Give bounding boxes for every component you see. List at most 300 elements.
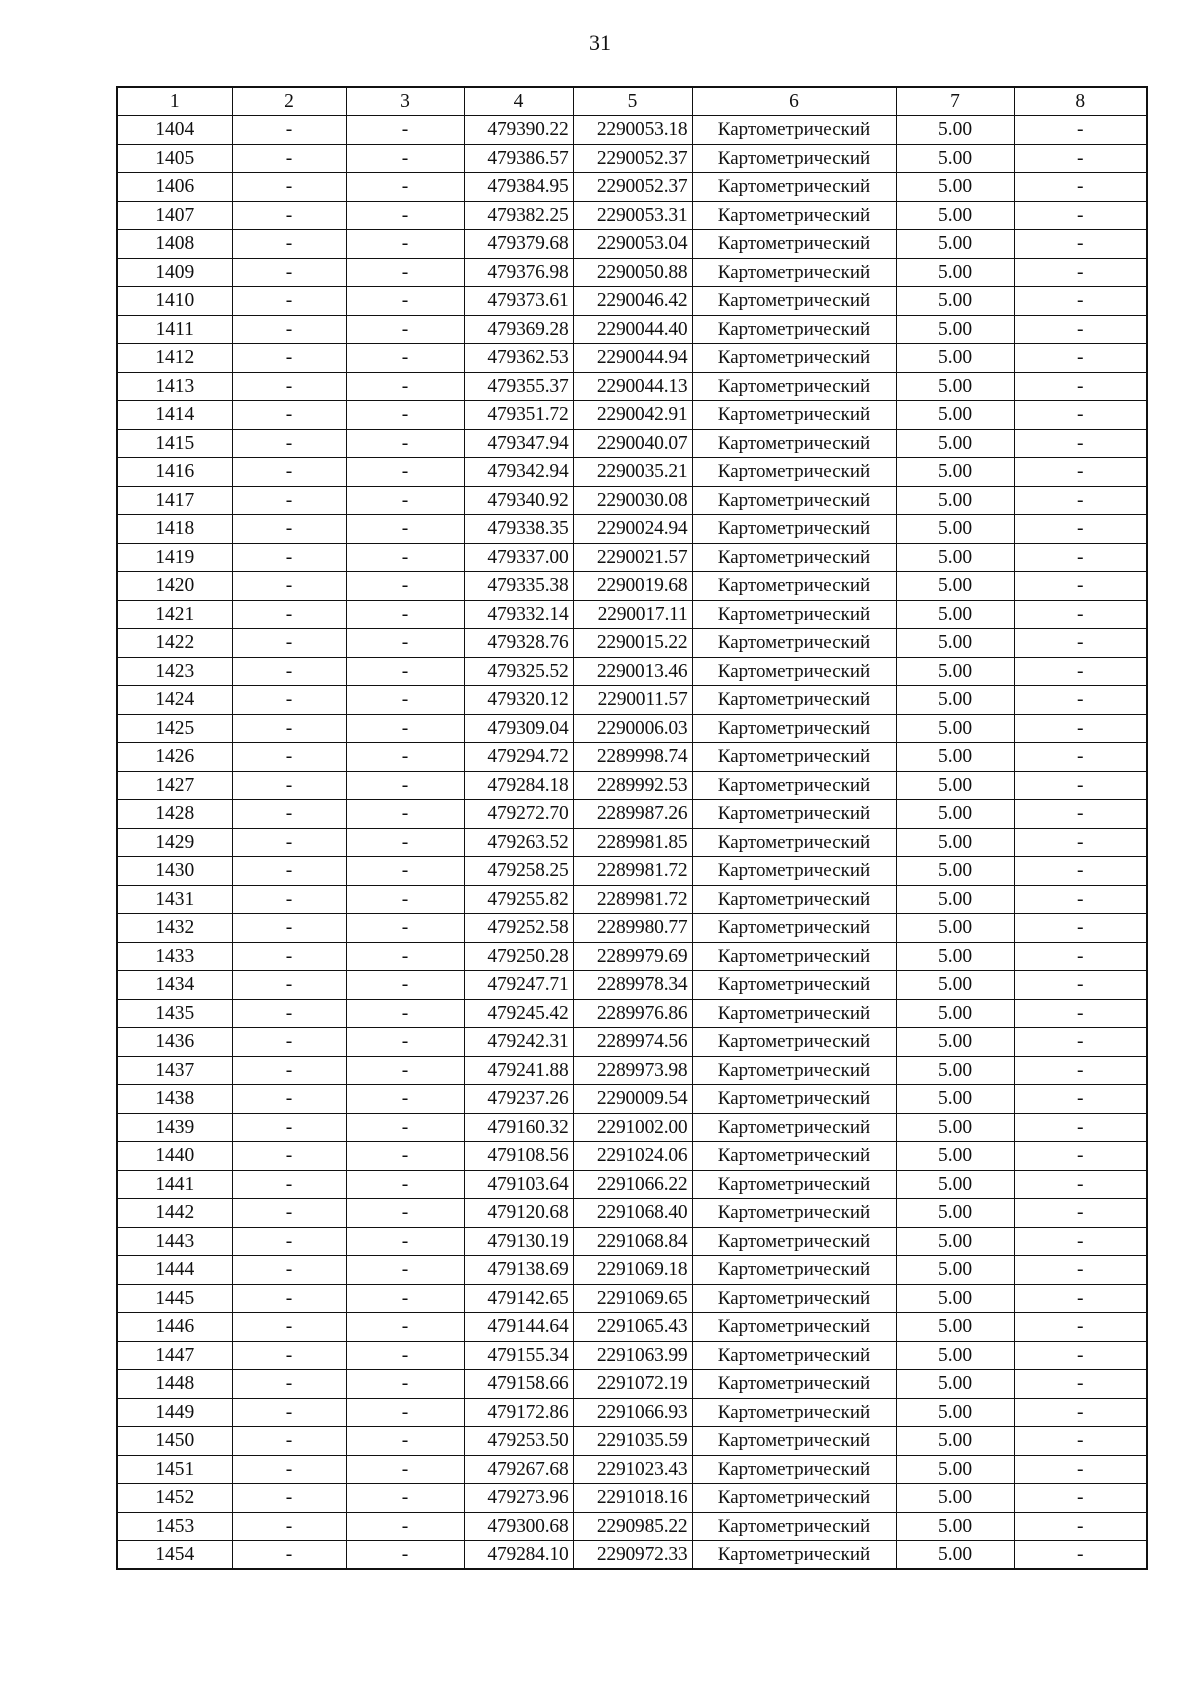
y-coordinate: 2290009.54 [573,1085,692,1114]
method-cell: Картометрический [692,116,896,145]
col-3-cell: - [346,116,464,145]
method-cell: Картометрический [692,429,896,458]
col-3-cell: - [346,914,464,943]
col-8-cell: - [1014,543,1147,572]
method-cell: Картометрический [692,1455,896,1484]
col-8-cell: - [1014,401,1147,430]
col-8-cell: - [1014,914,1147,943]
col-2-cell: - [232,629,346,658]
col-3-cell: - [346,1484,464,1513]
point-number: 1450 [117,1427,232,1456]
col-3-cell: - [346,1398,464,1427]
col-3-cell: - [346,372,464,401]
col-2-cell: - [232,372,346,401]
point-number: 1404 [117,116,232,145]
point-number: 1420 [117,572,232,601]
col-2-cell: - [232,1284,346,1313]
y-coordinate: 2290030.08 [573,486,692,515]
col-8-cell: - [1014,1455,1147,1484]
column-header-2: 2 [232,87,346,116]
col-3-cell: - [346,287,464,316]
col-3-cell: - [346,1341,464,1370]
col-8-cell: - [1014,173,1147,202]
x-coordinate: 479108.56 [464,1142,573,1171]
method-cell: Картометрический [692,486,896,515]
table-row [117,1227,1147,1256]
y-coordinate: 2291068.40 [573,1199,692,1228]
y-coordinate: 2291072.19 [573,1370,692,1399]
y-coordinate: 2289992.53 [573,771,692,800]
point-number: 1415 [117,429,232,458]
accuracy-cell: 5.00 [896,258,1014,287]
x-coordinate: 479382.25 [464,201,573,230]
col-8-cell: - [1014,1113,1147,1142]
x-coordinate: 479267.68 [464,1455,573,1484]
column-header-5: 5 [573,87,692,116]
col-3-cell: - [346,857,464,886]
x-coordinate: 479376.98 [464,258,573,287]
accuracy-cell: 5.00 [896,372,1014,401]
table-row [117,1284,1147,1313]
method-cell: Картометрический [692,999,896,1028]
point-number: 1446 [117,1313,232,1342]
method-cell: Картометрический [692,971,896,1000]
accuracy-cell: 5.00 [896,287,1014,316]
y-coordinate: 2289973.98 [573,1056,692,1085]
col-2-cell: - [232,315,346,344]
x-coordinate: 479272.70 [464,800,573,829]
table-row [117,201,1147,230]
y-coordinate: 2289998.74 [573,743,692,772]
accuracy-cell: 5.00 [896,714,1014,743]
point-number: 1405 [117,144,232,173]
table-row [117,914,1147,943]
col-8-cell: - [1014,1284,1147,1313]
col-8-cell: - [1014,1398,1147,1427]
table-row [117,629,1147,658]
method-cell: Картометрический [692,914,896,943]
accuracy-cell: 5.00 [896,1113,1014,1142]
x-coordinate: 479172.86 [464,1398,573,1427]
point-number: 1452 [117,1484,232,1513]
x-coordinate: 479142.65 [464,1284,573,1313]
accuracy-cell: 5.00 [896,828,1014,857]
col-8-cell: - [1014,800,1147,829]
col-3-cell: - [346,458,464,487]
table-row [117,1398,1147,1427]
col-3-cell: - [346,1113,464,1142]
table-row [117,144,1147,173]
col-8-cell: - [1014,1199,1147,1228]
col-8-cell: - [1014,287,1147,316]
col-3-cell: - [346,1227,464,1256]
x-coordinate: 479386.57 [464,144,573,173]
col-3-cell: - [346,230,464,259]
col-3-cell: - [346,743,464,772]
y-coordinate: 2290972.33 [573,1541,692,1570]
accuracy-cell: 5.00 [896,1170,1014,1199]
method-cell: Картометрический [692,743,896,772]
method-cell: Картометрический [692,1398,896,1427]
table-row [117,572,1147,601]
y-coordinate: 2290011.57 [573,686,692,715]
table-row [117,1056,1147,1085]
y-coordinate: 2291035.59 [573,1427,692,1456]
point-number: 1419 [117,543,232,572]
point-number: 1427 [117,771,232,800]
x-coordinate: 479130.19 [464,1227,573,1256]
x-coordinate: 479273.96 [464,1484,573,1513]
col-8-cell: - [1014,1512,1147,1541]
table-row [117,1028,1147,1057]
method-cell: Картометрический [692,230,896,259]
point-number: 1429 [117,828,232,857]
table-row [117,771,1147,800]
col-2-cell: - [232,1227,346,1256]
y-coordinate: 2291024.06 [573,1142,692,1171]
method-cell: Картометрический [692,1341,896,1370]
accuracy-cell: 5.00 [896,771,1014,800]
col-8-cell: - [1014,857,1147,886]
col-3-cell: - [346,173,464,202]
point-number: 1426 [117,743,232,772]
x-coordinate: 479335.38 [464,572,573,601]
table-header [117,87,1147,116]
method-cell: Картометрический [692,173,896,202]
col-8-cell: - [1014,714,1147,743]
col-3-cell: - [346,1541,464,1570]
col-3-cell: - [346,686,464,715]
table-row [117,315,1147,344]
point-number: 1435 [117,999,232,1028]
col-2-cell: - [232,600,346,629]
point-number: 1408 [117,230,232,259]
method-cell: Картометрический [692,287,896,316]
table-row [117,458,1147,487]
col-2-cell: - [232,914,346,943]
table-row [117,1170,1147,1199]
x-coordinate: 479241.88 [464,1056,573,1085]
col-3-cell: - [346,999,464,1028]
point-number: 1436 [117,1028,232,1057]
col-3-cell: - [346,486,464,515]
point-number: 1439 [117,1113,232,1142]
col-2-cell: - [232,429,346,458]
column-header-3: 3 [346,87,464,116]
col-2-cell: - [232,999,346,1028]
point-number: 1444 [117,1256,232,1285]
col-8-cell: - [1014,743,1147,772]
method-cell: Картометрический [692,1313,896,1342]
table-row [117,1512,1147,1541]
x-coordinate: 479337.00 [464,543,573,572]
point-number: 1433 [117,942,232,971]
y-coordinate: 2290017.11 [573,600,692,629]
accuracy-cell: 5.00 [896,1541,1014,1570]
accuracy-cell: 5.00 [896,1284,1014,1313]
col-8-cell: - [1014,1142,1147,1171]
y-coordinate: 2291065.43 [573,1313,692,1342]
table-row [117,515,1147,544]
col-3-cell: - [346,600,464,629]
y-coordinate: 2289980.77 [573,914,692,943]
col-2-cell: - [232,1199,346,1228]
y-coordinate: 2290006.03 [573,714,692,743]
point-number: 1422 [117,629,232,658]
accuracy-cell: 5.00 [896,914,1014,943]
method-cell: Картометрический [692,258,896,287]
col-2-cell: - [232,1170,346,1199]
method-cell: Картометрический [692,657,896,686]
table-row [117,714,1147,743]
method-cell: Картометрический [692,1427,896,1456]
col-2-cell: - [232,800,346,829]
col-8-cell: - [1014,1170,1147,1199]
col-8-cell: - [1014,315,1147,344]
col-8-cell: - [1014,1427,1147,1456]
col-3-cell: - [346,1256,464,1285]
method-cell: Картометрический [692,857,896,886]
method-cell: Картометрический [692,1085,896,1114]
col-2-cell: - [232,230,346,259]
method-cell: Картометрический [692,885,896,914]
accuracy-cell: 5.00 [896,1455,1014,1484]
accuracy-cell: 5.00 [896,230,1014,259]
table-row [117,743,1147,772]
x-coordinate: 479237.26 [464,1085,573,1114]
col-2-cell: - [232,258,346,287]
y-coordinate: 2291066.93 [573,1398,692,1427]
point-number: 1412 [117,344,232,373]
point-number: 1451 [117,1455,232,1484]
col-8-cell: - [1014,429,1147,458]
x-coordinate: 479160.32 [464,1113,573,1142]
col-2-cell: - [232,1256,346,1285]
col-2-cell: - [232,771,346,800]
col-3-cell: - [346,344,464,373]
column-header-8: 8 [1014,87,1147,116]
accuracy-cell: 5.00 [896,1313,1014,1342]
col-2-cell: - [232,1142,346,1171]
x-coordinate: 479294.72 [464,743,573,772]
accuracy-cell: 5.00 [896,201,1014,230]
x-coordinate: 479284.18 [464,771,573,800]
x-coordinate: 479120.68 [464,1199,573,1228]
table-row [117,372,1147,401]
point-number: 1432 [117,914,232,943]
x-coordinate: 479250.28 [464,942,573,971]
col-2-cell: - [232,971,346,1000]
accuracy-cell: 5.00 [896,999,1014,1028]
y-coordinate: 2291023.43 [573,1455,692,1484]
table-row [117,1199,1147,1228]
y-coordinate: 2290044.40 [573,315,692,344]
point-number: 1410 [117,287,232,316]
table-row [117,429,1147,458]
method-cell: Картометрический [692,1199,896,1228]
point-number: 1409 [117,258,232,287]
accuracy-cell: 5.00 [896,1484,1014,1513]
col-2-cell: - [232,1427,346,1456]
col-8-cell: - [1014,1256,1147,1285]
accuracy-cell: 5.00 [896,1142,1014,1171]
col-2-cell: - [232,287,346,316]
table-row [117,543,1147,572]
x-coordinate: 479263.52 [464,828,573,857]
table-row [117,1484,1147,1513]
y-coordinate: 2289974.56 [573,1028,692,1057]
col-3-cell: - [346,971,464,1000]
x-coordinate: 479338.35 [464,515,573,544]
accuracy-cell: 5.00 [896,116,1014,145]
table-row [117,1313,1147,1342]
x-coordinate: 479384.95 [464,173,573,202]
col-8-cell: - [1014,1056,1147,1085]
col-2-cell: - [232,401,346,430]
col-3-cell: - [346,1313,464,1342]
point-number: 1416 [117,458,232,487]
y-coordinate: 2290042.91 [573,401,692,430]
col-3-cell: - [346,942,464,971]
col-2-cell: - [232,714,346,743]
col-3-cell: - [346,515,464,544]
method-cell: Картометрический [692,1170,896,1199]
col-2-cell: - [232,173,346,202]
col-2-cell: - [232,486,346,515]
accuracy-cell: 5.00 [896,1085,1014,1114]
col-3-cell: - [346,771,464,800]
y-coordinate: 2290044.13 [573,372,692,401]
col-2-cell: - [232,201,346,230]
accuracy-cell: 5.00 [896,657,1014,686]
x-coordinate: 479144.64 [464,1313,573,1342]
table-row [117,1370,1147,1399]
x-coordinate: 479320.12 [464,686,573,715]
point-number: 1407 [117,201,232,230]
point-number: 1434 [117,971,232,1000]
x-coordinate: 479300.68 [464,1512,573,1541]
method-cell: Картометрический [692,828,896,857]
table-row [117,1142,1147,1171]
col-2-cell: - [232,857,346,886]
point-number: 1414 [117,401,232,430]
accuracy-cell: 5.00 [896,971,1014,1000]
col-3-cell: - [346,144,464,173]
y-coordinate: 2289987.26 [573,800,692,829]
method-cell: Картометрический [692,1512,896,1541]
table-row [117,942,1147,971]
point-number: 1448 [117,1370,232,1399]
x-coordinate: 479284.10 [464,1541,573,1570]
point-number: 1428 [117,800,232,829]
method-cell: Картометрический [692,144,896,173]
col-2-cell: - [232,1484,346,1513]
table-row [117,287,1147,316]
accuracy-cell: 5.00 [896,401,1014,430]
col-2-cell: - [232,1056,346,1085]
x-coordinate: 479155.34 [464,1341,573,1370]
col-8-cell: - [1014,1370,1147,1399]
accuracy-cell: 5.00 [896,629,1014,658]
col-3-cell: - [346,1028,464,1057]
accuracy-cell: 5.00 [896,1398,1014,1427]
x-coordinate: 479362.53 [464,344,573,373]
x-coordinate: 479390.22 [464,116,573,145]
col-8-cell: - [1014,1313,1147,1342]
table-row [117,1113,1147,1142]
col-3-cell: - [346,201,464,230]
col-3-cell: - [346,885,464,914]
y-coordinate: 2290019.68 [573,572,692,601]
point-number: 1437 [117,1056,232,1085]
col-2-cell: - [232,543,346,572]
x-coordinate: 479242.31 [464,1028,573,1057]
accuracy-cell: 5.00 [896,686,1014,715]
method-cell: Картометрический [692,401,896,430]
x-coordinate: 479328.76 [464,629,573,658]
accuracy-cell: 5.00 [896,486,1014,515]
table-row [117,600,1147,629]
method-cell: Картометрический [692,714,896,743]
page-number: 31 [589,30,611,55]
accuracy-cell: 5.00 [896,543,1014,572]
col-2-cell: - [232,1512,346,1541]
method-cell: Картометрический [692,942,896,971]
table-row [117,800,1147,829]
accuracy-cell: 5.00 [896,1341,1014,1370]
table-row [117,344,1147,373]
col-2-cell: - [232,515,346,544]
col-2-cell: - [232,1398,346,1427]
method-cell: Картометрический [692,600,896,629]
col-3-cell: - [346,429,464,458]
col-8-cell: - [1014,1227,1147,1256]
x-coordinate: 479340.92 [464,486,573,515]
y-coordinate: 2290013.46 [573,657,692,686]
method-cell: Картометрический [692,629,896,658]
col-2-cell: - [232,144,346,173]
y-coordinate: 2290985.22 [573,1512,692,1541]
col-8-cell: - [1014,372,1147,401]
y-coordinate: 2291069.65 [573,1284,692,1313]
y-coordinate: 2289981.72 [573,857,692,886]
y-coordinate: 2291066.22 [573,1170,692,1199]
y-coordinate: 2290053.04 [573,230,692,259]
col-8-cell: - [1014,258,1147,287]
col-8-cell: - [1014,999,1147,1028]
col-3-cell: - [346,1170,464,1199]
y-coordinate: 2291068.84 [573,1227,692,1256]
table-row [117,686,1147,715]
col-8-cell: - [1014,1484,1147,1513]
x-coordinate: 479255.82 [464,885,573,914]
table-row [117,828,1147,857]
col-2-cell: - [232,1370,346,1399]
y-coordinate: 2289978.34 [573,971,692,1000]
col-3-cell: - [346,1427,464,1456]
x-coordinate: 479332.14 [464,600,573,629]
x-coordinate: 479252.58 [464,914,573,943]
point-number: 1421 [117,600,232,629]
col-3-cell: - [346,828,464,857]
accuracy-cell: 5.00 [896,1227,1014,1256]
col-2-cell: - [232,458,346,487]
accuracy-cell: 5.00 [896,1199,1014,1228]
x-coordinate: 479351.72 [464,401,573,430]
col-3-cell: - [346,629,464,658]
method-cell: Картометрический [692,1284,896,1313]
method-cell: Картометрический [692,1028,896,1057]
